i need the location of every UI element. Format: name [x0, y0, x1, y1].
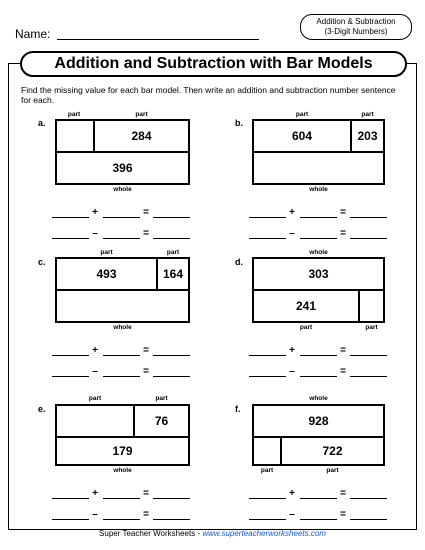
bar-whole-d: 303 [252, 257, 385, 291]
equals-sign: = [143, 228, 149, 239]
topic-badge [300, 14, 412, 40]
plus-sign: + [92, 207, 98, 218]
answer-blank-f-plus-2[interactable] [300, 498, 337, 499]
answer-blank-a-minus-1[interactable] [52, 238, 89, 239]
equals-sign: = [340, 509, 346, 520]
bar-part-f-right: 722 [280, 436, 385, 466]
part-label: part [135, 111, 148, 118]
plus-sign: + [92, 488, 98, 499]
instructions: Find the missing value for each bar model. Then write an addition and subtraction number sentence for each. [21, 85, 396, 105]
equals-sign: = [143, 509, 149, 520]
badge-line-2: (3-Digit Numbers) [324, 27, 388, 36]
bar-part-b-right: 203 [350, 119, 385, 153]
answer-blank-c-minus-1[interactable] [52, 376, 89, 377]
bar-part-b-left: 604 [252, 119, 352, 153]
plus-sign: + [289, 345, 295, 356]
part-label: part [155, 395, 168, 402]
whole-label: whole [113, 186, 132, 193]
answer-blank-e-plus-1[interactable] [52, 498, 89, 499]
bar-whole-f: 928 [252, 404, 385, 438]
answer-blank-c-plus-2[interactable] [103, 355, 140, 356]
answer-blank-e-plus-2[interactable] [103, 498, 140, 499]
equals-sign: = [340, 228, 346, 239]
answer-blank-e-plus-3[interactable] [153, 498, 190, 499]
page-title: Addition and Subtraction with Bar Models [20, 51, 407, 77]
answer-blank-b-minus-2[interactable] [300, 238, 337, 239]
answer-blank-a-minus-2[interactable] [103, 238, 140, 239]
whole-label: whole [309, 249, 328, 256]
problem-letter-d: d. [235, 257, 243, 267]
answer-blank-c-minus-2[interactable] [103, 376, 140, 377]
bar-whole-e: 179 [55, 436, 190, 466]
badge-line-1: Addition & Subtraction [316, 17, 396, 26]
footer-separator: - [195, 529, 203, 538]
bar-part-d-right [358, 289, 385, 323]
minus-sign: – [289, 366, 295, 377]
equals-sign: = [143, 366, 149, 377]
answer-blank-f-minus-2[interactable] [300, 519, 337, 520]
answer-blank-d-minus-3[interactable] [350, 376, 387, 377]
part-label: part [166, 249, 180, 256]
problem-letter-a: a. [38, 118, 46, 128]
footer [0, 529, 425, 538]
minus-sign: – [289, 509, 295, 520]
problem-letter-c: c. [38, 257, 46, 267]
bar-whole-b [252, 151, 385, 185]
whole-label: whole [309, 186, 328, 193]
name-line[interactable] [57, 39, 259, 40]
equals-sign: = [143, 345, 149, 356]
part-label: part [295, 111, 309, 118]
answer-blank-e-minus-1[interactable] [52, 519, 89, 520]
bar-part-e-left [55, 404, 135, 438]
part-label: part [326, 467, 339, 474]
bar-part-a-left [55, 119, 95, 153]
minus-sign: – [92, 366, 98, 377]
answer-blank-a-plus-2[interactable] [103, 217, 140, 218]
bar-whole-c [55, 289, 190, 323]
part-label: part [260, 467, 274, 474]
plus-sign: + [289, 488, 295, 499]
equals-sign: = [340, 345, 346, 356]
answer-blank-b-plus-1[interactable] [249, 217, 286, 218]
answer-blank-f-minus-1[interactable] [249, 519, 286, 520]
answer-blank-b-plus-3[interactable] [350, 217, 387, 218]
equals-sign: = [143, 488, 149, 499]
part-label: part [100, 249, 113, 256]
answer-blank-d-plus-2[interactable] [300, 355, 337, 356]
bar-part-a-right: 284 [93, 119, 190, 153]
equals-sign: = [143, 207, 149, 218]
answer-blank-d-minus-1[interactable] [249, 376, 286, 377]
whole-label: whole [113, 324, 132, 331]
answer-blank-a-plus-3[interactable] [153, 217, 190, 218]
plus-sign: + [289, 207, 295, 218]
part-label: part [299, 324, 313, 331]
whole-label: whole [113, 467, 132, 474]
answer-blank-e-minus-3[interactable] [153, 519, 190, 520]
name-label: Name: [15, 27, 51, 41]
answer-blank-f-plus-1[interactable] [249, 498, 286, 499]
minus-sign: – [92, 228, 98, 239]
part-label: part [88, 395, 102, 402]
answer-blank-a-minus-3[interactable] [153, 238, 190, 239]
answer-blank-b-plus-2[interactable] [300, 217, 337, 218]
bar-part-d-left: 241 [252, 289, 360, 323]
equals-sign: = [340, 366, 346, 377]
answer-blank-f-minus-3[interactable] [350, 519, 387, 520]
answer-blank-c-plus-1[interactable] [52, 355, 89, 356]
answer-blank-d-plus-3[interactable] [350, 355, 387, 356]
whole-label: whole [309, 395, 328, 402]
minus-sign: – [92, 509, 98, 520]
answer-blank-d-plus-1[interactable] [249, 355, 286, 356]
answer-blank-d-minus-2[interactable] [300, 376, 337, 377]
answer-blank-b-minus-1[interactable] [249, 238, 286, 239]
part-label: part [365, 324, 378, 331]
answer-blank-e-minus-2[interactable] [103, 519, 140, 520]
answer-blank-c-minus-3[interactable] [153, 376, 190, 377]
answer-blank-c-plus-3[interactable] [153, 355, 190, 356]
answer-blank-f-plus-3[interactable] [350, 498, 387, 499]
bar-part-e-right: 76 [133, 404, 190, 438]
minus-sign: – [289, 228, 295, 239]
footer-url[interactable]: www.superteacherworksheets.com [202, 529, 326, 538]
problem-letter-b: b. [235, 118, 243, 128]
answer-blank-b-minus-3[interactable] [350, 238, 387, 239]
part-label: part [361, 111, 374, 118]
bar-part-f-left [252, 436, 282, 466]
answer-blank-a-plus-1[interactable] [52, 217, 89, 218]
bar-part-c-right: 164 [156, 257, 190, 291]
bar-part-c-left: 493 [55, 257, 158, 291]
bar-whole-a: 396 [55, 151, 190, 185]
part-label: part [67, 111, 81, 118]
equals-sign: = [340, 207, 346, 218]
problem-letter-f: f. [235, 404, 241, 414]
problem-letter-e: e. [38, 404, 46, 414]
equals-sign: = [340, 488, 346, 499]
plus-sign: + [92, 345, 98, 356]
footer-brand: Super Teacher Worksheets [99, 529, 196, 538]
